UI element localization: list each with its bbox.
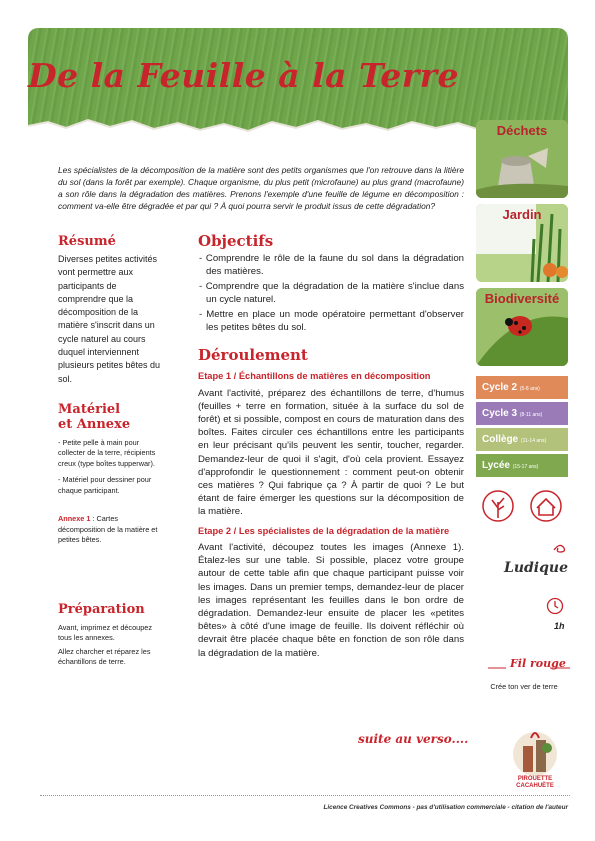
objectifs-heading: Objectifs	[198, 232, 274, 250]
preparation-item-1: Avant, imprimez et découpez tous les annexes.	[58, 622, 152, 643]
context-icons	[482, 488, 568, 524]
cycle-ages: (15-17 ans)	[512, 464, 539, 470]
cycle-ages: (8-11 ans)	[519, 412, 543, 418]
objectif-item: - Mettre en place un mode opératoire permettant d'observer les petites bêtes du sol.	[199, 309, 464, 333]
theme-card-dechets	[476, 120, 568, 198]
licence-text: Licence Creatives Commons - pas d'utilisation commerciale - citation de l'auteur	[323, 804, 568, 811]
theme-label-jardin: Jardin	[502, 207, 542, 222]
logo-text: PIROUETTE CACAHUÈTE	[516, 776, 554, 789]
clock-icon	[546, 596, 564, 616]
main-column	[198, 232, 464, 660]
duration-label: 1h	[554, 621, 565, 631]
theme-card-jardin	[476, 204, 568, 282]
etape2-heading: Etape 2 / Les spécialistes de la dégradation de la matière	[198, 525, 450, 536]
etape2-text: Avant l'activité, découpez toutes les images (Annexe 1). Étalez-les sur une table. Si possible, placez votre groupe autour de cette table afin que chaque participant puisse voir les images. Dans un premier temps, demandez-leur de placer les images représentant les feuilles dans le bon ordre de dégradation. Demandez-leur ensuite de placer les «petites bêtes» à côté d'une image de feuille. Ils doivent réfléchir où devrait être placée chaque bête en fonction de son rôle dans la dégradation de la matière.	[198, 542, 464, 659]
deroulement-heading: Déroulement	[198, 346, 308, 364]
preparation-heading: Préparation	[58, 601, 145, 617]
resume-text: Diverses petites activités vont permettre aux participants de comprendre que la décomposition de la matière s'inscrit dans un cycle naturel au cours duquel interviennent plusieurs petites bêtes du sol.	[58, 254, 161, 384]
ludique-label: Ludique	[503, 560, 568, 576]
indoor-house-icon	[531, 491, 561, 521]
materiel-item-2: - Matériel pour dessiner pour chaque participant.	[58, 475, 152, 495]
annexe-note	[58, 514, 162, 546]
suite-au-verso: suite au verso....	[358, 732, 469, 746]
swirl-decoration-icon	[552, 542, 568, 556]
cycle-label: Lycée	[482, 460, 510, 471]
college-badge	[476, 428, 568, 451]
objectif-item: - Comprendre que la dégradation de la matière s'inclue dans un cycle naturel.	[199, 281, 464, 305]
cycle-label: Cycle 2	[482, 382, 518, 393]
annexe-text: : Cartes décomposition de la matière et petites bêtes.	[58, 514, 158, 545]
fil-rouge-text: Crée ton ver de terre	[490, 682, 558, 691]
outdoor-tree-icon	[483, 491, 513, 521]
theme-card-biodiversite	[476, 288, 568, 366]
cycle-label: Collège	[482, 434, 519, 445]
cycle-ages: (5-8 ans)	[519, 386, 540, 392]
materiel-heading-line1: Matériel	[58, 401, 121, 417]
fil-rouge-heading: Fil rouge	[510, 657, 566, 670]
etape1-heading: Etape 1 / Échantillons de matières en décomposition	[198, 371, 431, 381]
lycee-badge	[476, 454, 568, 477]
materiel-heading	[58, 402, 162, 432]
theme-label-biodiversite: Biodiversité	[484, 291, 560, 306]
annexe-label: Annexe 1	[58, 514, 91, 524]
resume-heading: Résumé	[58, 234, 116, 249]
cycle-ages: (11-14 ans)	[520, 438, 547, 444]
objectif-item: - Comprendre le rôle de la faune du sol dans la dégradation des matières.	[199, 253, 464, 277]
cycle-2-badge	[476, 376, 568, 399]
materiel-heading-line2: et Annexe	[58, 416, 131, 432]
page-title: De la Feuille à la Terre	[28, 56, 460, 95]
preparation-item-2: Allez charcher et réparez les échantillons de terre.	[58, 646, 151, 667]
cycle-3-badge	[476, 402, 568, 425]
theme-label-dechets: Déchets	[496, 123, 548, 138]
materiel-item-1: - Petite pelle à main pour collecter de la terre, récipients creux (type boîtes tupperwar).	[58, 437, 156, 468]
pirouette-cacahuete-logo	[505, 728, 565, 778]
cycle-label: Cycle 3	[482, 408, 518, 419]
etape1-text: Avant l'activité, préparez des échantillons de terre, d'humus (feuilles + terre en formation, située à la surface du sol de forêt) et si possible, compost en cours de maturation dans des boîtes. Faites circuler ces échantillons entre les participants en leur précisant qu'ils peuvent les sentir, toucher, regarder. Demandez-leur de quoi il s'agit, d'où cela provient. Essayez d'approfondir le questionnement : comment peut-on obtenir ces matières ? Qui fabrique ça ? À partir de quoi ? Le but étant de faire émerger les questions sur la décomposition de la matière.	[198, 387, 464, 518]
left-column	[58, 234, 162, 668]
intro-text: Les spécialistes de la décomposition de la matière sont des petits organismes que l'on retrouve dans la litière du sol (dans la forêt par exemple). Chaque organisme, du plus petit (microfaune) au plus grand (macrofaune) a son rôle dans la dégradation des matières. Prenons l'exemple d'une feuille de légume en décomposition : comment va-elle être dégradée et par qui ? À quoi pourra servir le produit issus de cette dégradation?	[58, 165, 464, 211]
footer-divider	[40, 795, 570, 796]
